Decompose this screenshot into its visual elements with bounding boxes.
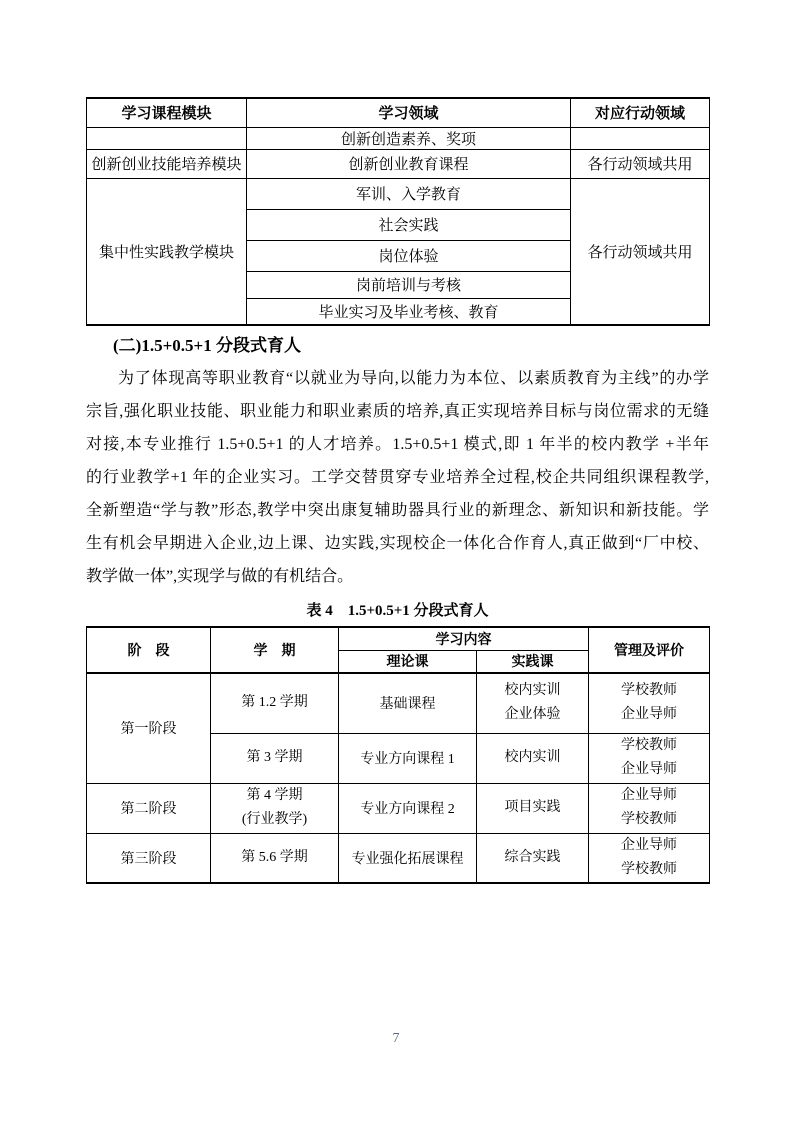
cell-line: 校内实训 <box>504 750 561 765</box>
t1-cell-module-empty <box>87 127 247 149</box>
cell-line: 学校教师 <box>621 683 677 699</box>
t2-header-stage: 阶 段 <box>87 627 211 673</box>
cell-line: 企业导师 <box>621 837 677 853</box>
t1-cell-field: 岗位体验 <box>247 240 571 271</box>
t2-cell-stage: 第二阶段 <box>87 783 211 833</box>
table-row <box>87 127 710 149</box>
t1-cell-field: 创新创业教育课程 <box>247 149 571 178</box>
t2-cell-theory: 专业方向课程 1 <box>339 733 477 783</box>
t2-cell-semester <box>211 783 339 833</box>
t2-cell-semester <box>211 833 339 883</box>
cell-line: 第 3 学期 <box>246 750 303 765</box>
t2-cell-management <box>589 783 710 833</box>
paragraph-line: 教学做一体”,实现学与做的有机结合。 <box>86 568 354 585</box>
t2-cell-practice <box>477 783 589 833</box>
t2-cell-theory: 专业强化拓展课程 <box>339 833 477 883</box>
cell-line: 校内实训 <box>504 683 561 699</box>
t1-cell-field: 创新创造素养、奖项 <box>247 127 571 149</box>
cell-line: 项目实践 <box>504 800 561 815</box>
section-heading: (二)1.5+0.5+1 分段式育人 <box>113 336 301 355</box>
t2-header-content: 学习内容 <box>339 627 589 650</box>
table4-caption: 表 4 1.5+0.5+1 分段式育人 <box>306 603 489 619</box>
t1-cell-action: 各行动领域共用 <box>571 149 710 178</box>
t2-cell-stage: 第一阶段 <box>87 673 211 783</box>
paragraph-line: 对接,本专业推行 1.5+0.5+1 的人才培养。1.5+0.5+1 模式,即 1 年半的校内教学 +半年 <box>86 436 709 453</box>
cell-line: (行业教学) <box>241 812 308 827</box>
paragraph-line: 生有机会早期进入企业,边上课、边实践,实现校企一体化合作育人,真正做到“厂中校、 <box>86 535 709 552</box>
body-paragraph <box>86 362 709 593</box>
table-row <box>87 178 710 209</box>
t1-cell-action-empty <box>571 127 710 149</box>
t2-cell-management <box>589 673 710 733</box>
t2-cell-semester <box>211 673 339 733</box>
t2-header-management: 管理及评价 <box>589 627 710 673</box>
cell-line: 学校教师 <box>621 861 677 877</box>
t1-header-field: 学习领域 <box>247 98 571 127</box>
table-row <box>87 783 710 833</box>
t1-cell-module-group: 集中性实践教学模块 <box>87 178 247 325</box>
t2-header-practice: 实践课 <box>477 650 589 673</box>
t2-cell-practice <box>477 833 589 883</box>
t1-cell-field: 毕业实习及毕业考核、教育 <box>247 298 571 325</box>
t2-header-theory: 理论课 <box>339 650 477 673</box>
paragraph-line: 全新塑造“学与教”形态,教学中突出康复辅助器具行业的新理念、新知识和新技能。学 <box>86 502 709 519</box>
t2-cell-management <box>589 833 710 883</box>
t2-cell-management <box>589 733 710 783</box>
t1-cell-action-group: 各行动领域共用 <box>571 178 710 325</box>
table-row <box>87 627 710 650</box>
t1-cell-field: 社会实践 <box>247 209 571 240</box>
table-row <box>87 98 710 127</box>
cell-line: 第 4 学期 <box>246 788 303 803</box>
cell-line: 学校教师 <box>621 812 677 827</box>
cell-line: 学校教师 <box>621 738 677 753</box>
cell-line: 企业导师 <box>621 762 677 777</box>
t2-cell-practice <box>477 673 589 733</box>
paragraph-line: 宗旨,强化职业技能、职业能力和职业素质的培养,真正实现培养目标与岗位需求的无缝 <box>86 403 709 420</box>
table-row <box>87 149 710 178</box>
table-row <box>87 673 710 733</box>
course-module-table <box>86 97 710 326</box>
cell-line: 企业导师 <box>621 707 677 723</box>
t1-header-module: 学习课程模块 <box>87 98 247 127</box>
t2-header-semester: 学 期 <box>211 627 339 673</box>
t1-header-action: 对应行动领域 <box>571 98 710 127</box>
staged-education-table <box>86 626 710 884</box>
t2-cell-practice <box>477 733 589 783</box>
t2-cell-theory: 基础课程 <box>339 673 477 733</box>
t2-cell-theory: 专业方向课程 2 <box>339 783 477 833</box>
paragraph-line: 为了体现高等职业教育“以就业为导向,以能力为本位、以素质教育为主线”的办学 <box>118 370 709 387</box>
t1-cell-field: 军训、入学教育 <box>247 178 571 209</box>
page-number: 7 <box>392 1031 400 1046</box>
cell-line: 企业体验 <box>504 707 561 723</box>
paragraph-line: 的行业教学+1 年的企业实习。工学交替贯穿专业培养全过程,校企共同组织课程教学, <box>86 469 709 486</box>
t2-cell-semester <box>211 733 339 783</box>
table-row <box>87 833 710 883</box>
t1-cell-module: 创新创业技能培养模块 <box>87 149 247 178</box>
cell-line: 综合实践 <box>504 849 561 865</box>
cell-line: 第 1.2 学期 <box>241 695 308 711</box>
t1-cell-field: 岗前培训与考核 <box>247 271 571 298</box>
cell-line: 企业导师 <box>621 788 677 803</box>
cell-line: 第 5.6 学期 <box>241 849 308 865</box>
t2-cell-stage: 第三阶段 <box>87 833 211 883</box>
